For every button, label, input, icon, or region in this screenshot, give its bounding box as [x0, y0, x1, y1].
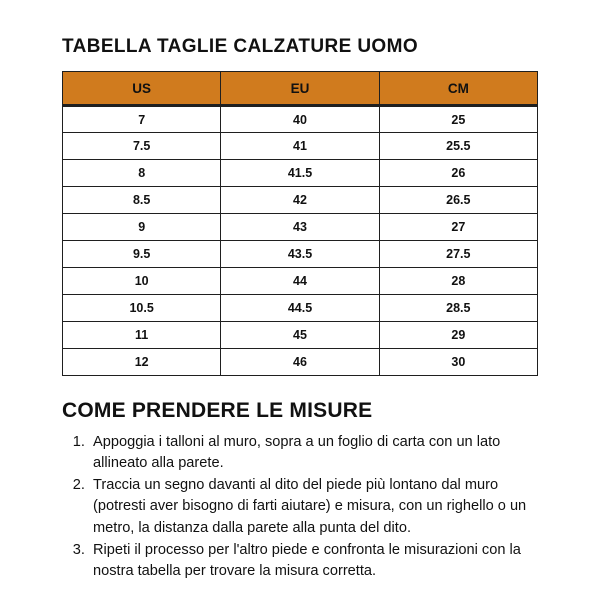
- cell-cm: 26.5: [379, 187, 537, 214]
- instruction-item: 2. Traccia un segno davanti al dito del piede più lontano dal muro (potresti aver bisogno di farti aiutare) e misura, con un righello o un metro, la distanza dalla parete alla punta del dito.: [89, 475, 538, 538]
- cell-eu: 41: [221, 133, 379, 160]
- cell-cm: 28.5: [379, 295, 537, 322]
- table-row: [63, 349, 538, 376]
- cell-eu: 45: [221, 322, 379, 349]
- cell-cm: 25: [379, 106, 537, 133]
- instruction-item: 1. Appoggia i talloni al muro, sopra a un foglio di carta con un lato allineato alla parete.: [89, 432, 538, 474]
- cell-eu: 44: [221, 268, 379, 295]
- cell-eu: 40: [221, 106, 379, 133]
- column-header-us: US: [63, 72, 221, 106]
- cell-us: 12: [63, 349, 221, 376]
- cell-us: 7: [63, 106, 221, 133]
- cell-eu: 41.5: [221, 160, 379, 187]
- table-row: [63, 268, 538, 295]
- column-header-eu: EU: [221, 72, 379, 106]
- cell-cm: 28: [379, 268, 537, 295]
- cell-us: 9: [63, 214, 221, 241]
- table-row: [63, 241, 538, 268]
- cell-cm: 30: [379, 349, 537, 376]
- cell-us: 8.5: [63, 187, 221, 214]
- cell-eu: 46: [221, 349, 379, 376]
- cell-eu: 43: [221, 214, 379, 241]
- size-table: [62, 71, 538, 376]
- cell-cm: 29: [379, 322, 537, 349]
- table-row: [63, 295, 538, 322]
- cell-us: 11: [63, 322, 221, 349]
- cell-us: 10: [63, 268, 221, 295]
- size-table-header: [63, 72, 538, 106]
- cell-us: 10.5: [63, 295, 221, 322]
- cell-eu: 42: [221, 187, 379, 214]
- cell-us: 9.5: [63, 241, 221, 268]
- size-table-body: [63, 106, 538, 376]
- cell-cm: 27: [379, 214, 537, 241]
- table-row: [63, 214, 538, 241]
- cell-eu: 43.5: [221, 241, 379, 268]
- table-row: [63, 322, 538, 349]
- page-title: TABELLA TAGLIE CALZATURE UOMO: [62, 36, 419, 57]
- cell-cm: 25.5: [379, 133, 537, 160]
- cell-cm: 26: [379, 160, 537, 187]
- instruction-item: 3. Ripeti il processo per l'altro piede e confronta le misurazioni con la nostra tabella per trovare la misura corretta.: [89, 540, 538, 582]
- cell-us: 7.5: [63, 133, 221, 160]
- table-row: [63, 160, 538, 187]
- table-row: [63, 106, 538, 133]
- table-row: [63, 133, 538, 160]
- cell-us: 8: [63, 160, 221, 187]
- table-row: [63, 187, 538, 214]
- column-header-cm: CM: [379, 72, 537, 106]
- header-row: [63, 72, 538, 106]
- instructions-title: COME PRENDERE LE MISURE: [62, 399, 373, 422]
- cell-cm: 27.5: [379, 241, 537, 268]
- cell-eu: 44.5: [221, 295, 379, 322]
- instructions-list: [62, 432, 538, 582]
